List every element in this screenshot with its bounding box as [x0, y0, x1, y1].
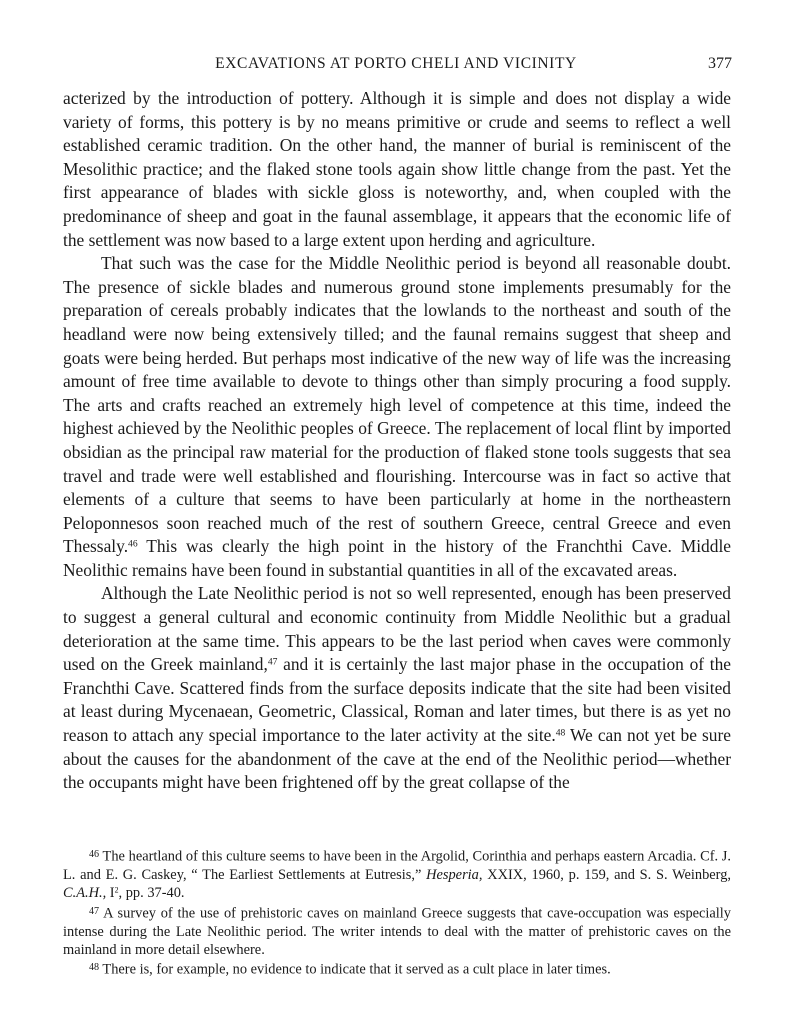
footnote-48-text: There is, for example, no evidence to indicate that it served as a cult place in later times.: [99, 961, 611, 978]
footnote-46-volume: I: [106, 885, 115, 902]
paragraph-2-text-a: That such was the case for the Middle Neolithic period is beyond all reasonable doubt. The presence of sickle blades and numerous ground stone implements presumably for the preparation of cereals probably indicates that the lowlands to the northeast and south of the headland were now being extensively tilled; and the faunal remains suggest that sheep and goats were being herded. But perhaps most indicative of the new way of life was the increasing amount of free time available to devote to things other than simply procuring a food supply. The arts and crafts reached an extremely high level of competence at this time, indeed the highest achieved by the Neolithic peoples of Greece. The replacement of local flint by imported obsidian as the principal raw material for the production of flaked stone tools suggests that sea travel and trade were well established and flourishing. Intercourse was in fact so active that elements of a culture that seems to have been particularly at home in the northeastern Peloponnesos soon reached much of the rest of southern Greece, central Greece and even Thessaly.: [63, 253, 731, 557]
paragraph-2: [63, 252, 731, 582]
page-number: 377: [708, 55, 732, 72]
footnote-46-text-b: XXIX, 1960, p. 159, and S. S. Weinberg,: [482, 866, 731, 883]
paragraph-3: [63, 582, 731, 794]
running-title: EXCAVATIONS AT PORTO CHELI AND VICINITY: [215, 55, 577, 72]
footnote-47-text: A survey of the use of prehistoric caves on mainland Greece suggests that cave-occupation was especially intense during the Late Neolithic period. The writer intends to deal with the matter of prehistoric caves on the mainland in more detail elsewhere.: [63, 905, 731, 959]
footnote-46-marker: 46: [89, 849, 100, 860]
footnotes: [63, 846, 731, 979]
footnote-46: [63, 846, 731, 903]
footnote-46-cah: C.A.H.,: [63, 885, 107, 902]
running-head: [60, 52, 732, 76]
paragraph-3-text-b: and it is certainly the last major phase in the occupation of the Franchthi Cave. Scattered finds from the surface deposits indicate that the site had been visited at least during Mycenaean, Geometric, Classical, Roman and later times, but there is as yet no reason to attach any special importance to the later activity at the site.: [63, 654, 731, 746]
footnote-ref-46: 46: [128, 538, 138, 550]
paragraph-1: acterized by the introduction of pottery. Although it is simple and does not display a wide variety of forms, this pottery is by no means primitive or crude and seems to reflect a well established ceramic tradition. On the other hand, the manner of burial is reminiscent of the Mesolithic practice; and the flaked stone tools again show little change from the past. Yet the first appearance of blades with sickle gloss is noteworthy, and, when coupled with the predominance of sheep and goat in the faunal assemblage, it appears that the economic life of the settlement was now based to a large extent upon herding and agriculture.: [63, 88, 731, 250]
footnote-ref-48: 48: [555, 727, 566, 739]
paragraph-3-text-c: We can not yet be sure about the causes for the abandonment of the cave at the end of the Neolithic period—whether the occupants might have been frightened off by the great collapse of the: [63, 725, 731, 793]
footnote-ref-47: 47: [267, 656, 278, 668]
paragraph-2-text-b: This was clearly the high point in the history of the Franchthi Cave. Middle Neolithic remains have been found in substantial quantities in all of the excavated areas.: [63, 536, 731, 580]
footnote-47-marker: 47: [89, 905, 100, 917]
footnote-46-text-a: The heartland of this culture seems to have been in the Argolid, Corinthia and perhaps eastern Arcadia. Cf. J. L. and E. G. Caskey, “ The Earliest Settlements at Eutresis,”: [63, 848, 731, 883]
paragraph-3-text-a: Although the Late Neolithic period is not so well represented, enough has been preserved to suggest a general cultural and economic continuity from Middle Neolithic but a gradual deterioration at the same time. This appears to be the last period when caves were commonly used on the Greek mainland,: [63, 583, 731, 675]
footnote-46-text-c: , pp. 37-40.: [118, 885, 185, 902]
footnote-46-edition: 2: [114, 885, 119, 895]
body-text: [63, 87, 731, 795]
footnote-46-journal: Hesperia,: [426, 866, 483, 883]
footnote-48: [63, 959, 731, 979]
footnote-47: [63, 903, 731, 960]
footnote-48-marker: 48: [89, 962, 100, 974]
